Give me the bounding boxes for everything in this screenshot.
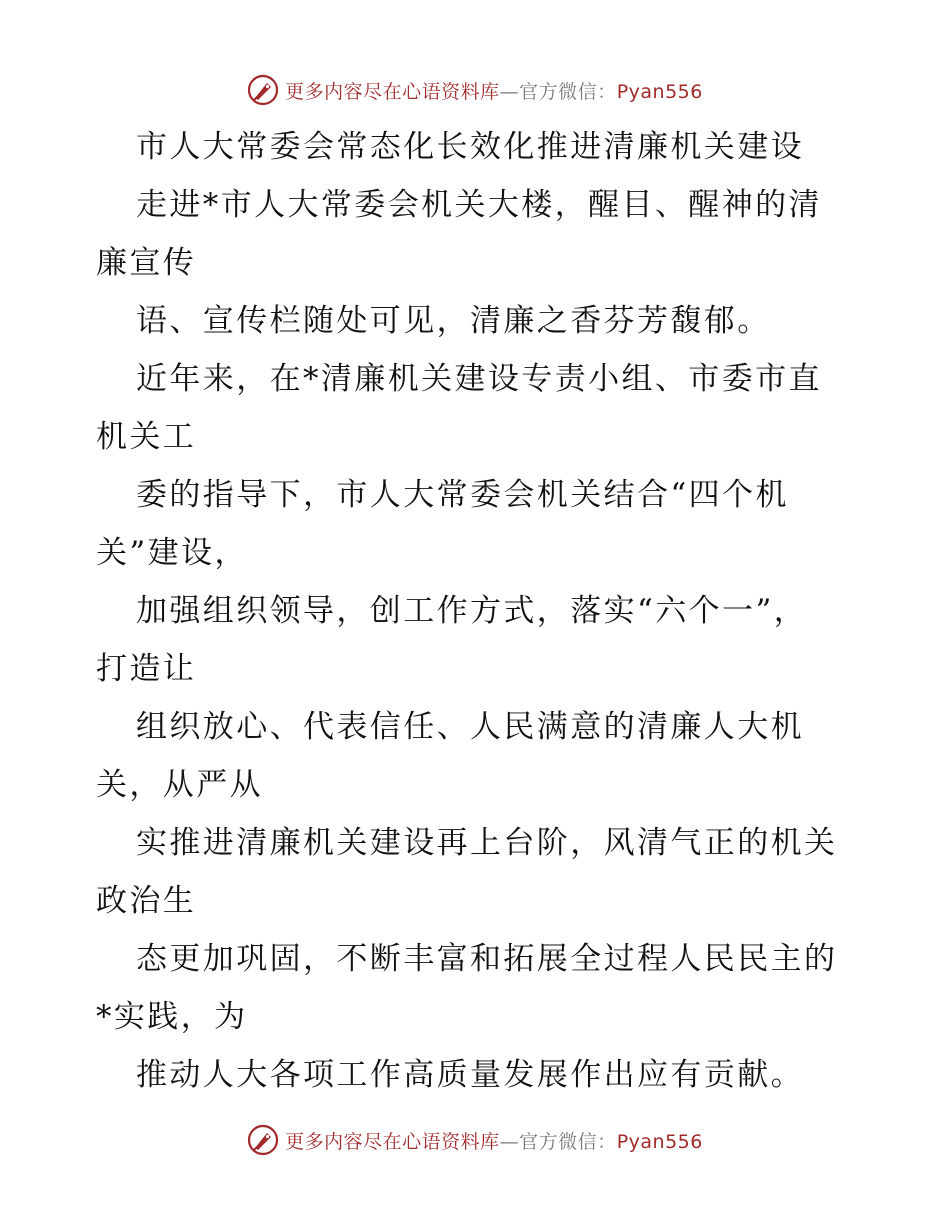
header-banner-text [285,77,703,104]
footer-banner [0,1120,950,1160]
document-line: 语、宣传栏随处可见，清廉之香芬芳馥郁。 [136,303,771,339]
document-line: 实推进清廉机关建设再上台阶，风清气正的机关 [136,825,838,861]
red-pen-nib-logo-icon [247,1124,279,1156]
document-line: *实践，为 [96,999,248,1035]
document-line: 廉宣传 [96,245,197,281]
header-banner [0,70,950,110]
header-banner-separator: — [499,80,520,103]
document-body [96,118,856,1104]
footer-banner-separator: — [499,1130,520,1153]
header-banner-wechat-label: 官方微信： [519,80,617,103]
document-line: 关，从严从 [96,767,263,803]
document-line: 市人大常委会常态化长效化推进清廉机关建设 [136,129,804,165]
footer-banner-main: 更多内容尽在心语资料库 [285,1130,500,1153]
footer-banner-text [285,1127,703,1154]
document-line: 机关工 [96,419,197,455]
document-line: 组织放心、代表信任、人民满意的清廉人大机 [136,709,804,745]
document-line: 态更加巩固，不断丰富和拓展全过程人民民主的 [136,941,838,977]
footer-banner-account: Pyan556 [616,1130,703,1153]
document-line: 近年来，在*清廉机关建设专责小组、市委市直 [136,361,822,397]
document-line: 政治生 [96,883,197,919]
red-pen-nib-logo-icon [247,74,279,106]
document-line: 关”建设， [96,535,248,571]
document-line: 委的指导下，市人大常委会机关结合“四个机 [136,477,789,513]
document-line: 走进*市人大常委会机关大楼，醒目、醒神的清 [136,187,822,223]
document-line: 推动人大各项工作高质量发展作出应有贡献。 [136,1057,804,1093]
document-line: 加强组织领导，创工作方式，落实“六个一”， [136,593,808,629]
footer-banner-wechat-label: 官方微信： [519,1130,617,1153]
document-line: 打造让 [96,651,197,687]
header-banner-main: 更多内容尽在心语资料库 [285,80,500,103]
header-banner-account: Pyan556 [616,80,703,103]
